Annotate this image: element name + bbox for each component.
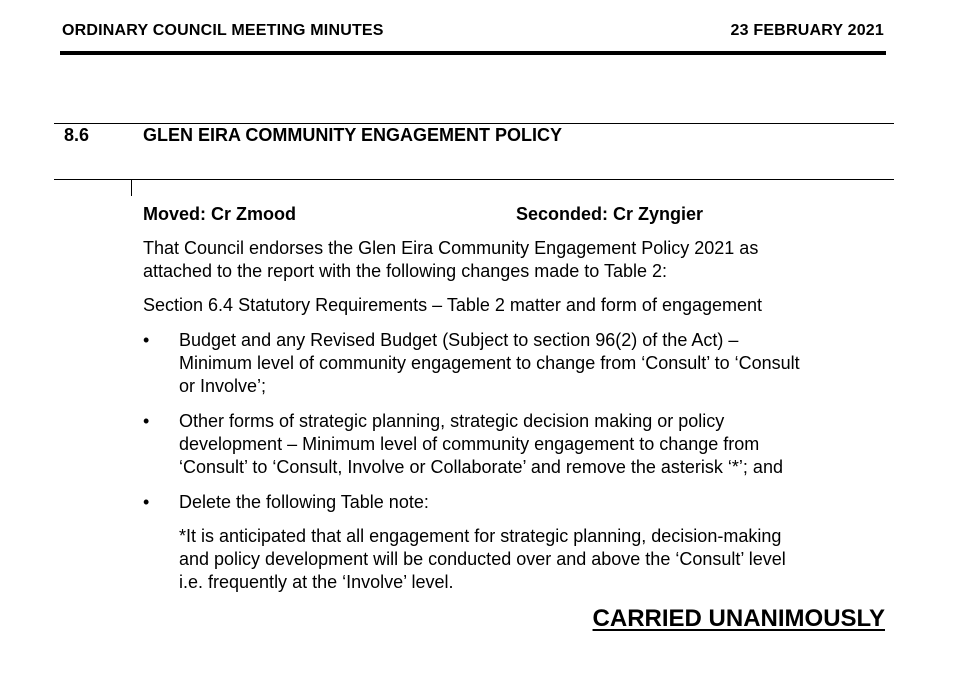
bullet-marker: • <box>143 330 150 350</box>
item-number: 8.6 <box>64 125 90 145</box>
table-note-line: *It is anticipated that all engagement for strategic planning, decision-making <box>179 526 782 546</box>
seconded-by: Seconded: Cr Zyngier <box>516 204 704 224</box>
section-line: Section 6.4 Statutory Requirements – Table 2 matter and form of engagement <box>143 295 763 315</box>
item-title: GLEN EIRA COMMUNITY ENGAGEMENT POLICY <box>143 125 563 145</box>
moved-by: Moved: Cr Zmood <box>143 204 296 224</box>
header-title: ORDINARY COUNCIL MEETING MINUTES <box>62 22 384 39</box>
section-divider-top <box>54 123 894 124</box>
bullet-line: Minimum level of community engagement to change from ‘Consult’ to ‘Consult <box>179 353 800 373</box>
bullet-item-budget <box>179 329 800 398</box>
bullet-line: development – Minimum level of community engagement to change from <box>179 434 760 454</box>
resolution-text <box>143 237 758 283</box>
table-note <box>179 525 786 594</box>
bullet-line: ‘Consult’ to ‘Consult, Involve or Collaborate’ and remove the asterisk ‘*’; and <box>179 457 783 477</box>
bullet-marker: • <box>143 411 150 431</box>
bullet-item-delete-note <box>179 491 429 514</box>
resolution-line: That Council endorses the Glen Eira Community Engagement Policy 2021 as <box>143 238 759 258</box>
section-divider-vertical <box>131 180 132 196</box>
bullet-marker: • <box>143 492 150 512</box>
header-divider <box>60 51 886 55</box>
motion-outcome: CARRIED UNANIMOUSLY <box>592 605 885 632</box>
bullet-line: Other forms of strategic planning, strategic decision making or policy <box>179 411 725 431</box>
bullet-line: or Involve’; <box>179 376 267 396</box>
header-date: 23 FEBRUARY 2021 <box>730 22 884 39</box>
bullet-item-strategic-planning <box>179 410 783 479</box>
table-note-line: and policy development will be conducted over and above the ‘Consult’ level <box>179 549 786 569</box>
section-divider-bottom <box>54 179 894 180</box>
resolution-line: attached to the report with the following changes made to Table 2: <box>143 261 668 281</box>
bullet-line: Delete the following Table note: <box>179 492 429 512</box>
section-reference <box>143 294 762 317</box>
table-note-line: i.e. frequently at the ‘Involve’ level. <box>179 572 454 592</box>
bullet-line: Budget and any Revised Budget (Subject to section 96(2) of the Act) – <box>179 330 739 350</box>
